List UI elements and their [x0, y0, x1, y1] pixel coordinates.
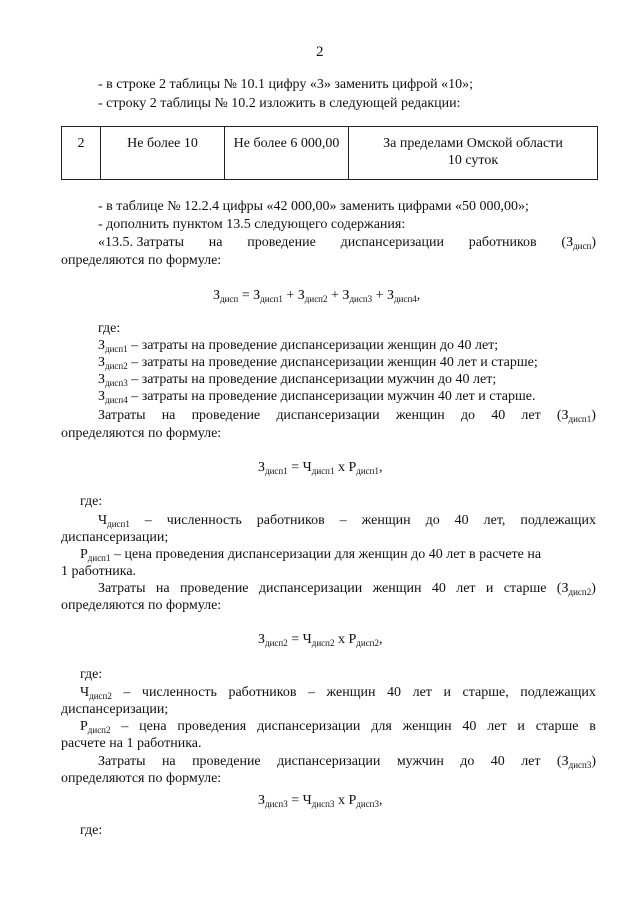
table-row	[62, 127, 598, 180]
formula-main: $З_{дисп} = З_{дисп1} + З_{дисп2} + З_{дисп3} + З_{дисп4}$,	[213, 288, 421, 304]
block2-def2-line-1: $Р_{дисп2}$ – цена проведения диспансеризации для женщин 40 лет и старше в	[80, 719, 596, 735]
word: $(З_{дисп})$	[561, 235, 596, 251]
where-label: где:	[98, 321, 121, 336]
instruction-line-2: - строку 2 таблицы № 10.2 изложить в следующей редакции:	[98, 96, 461, 111]
para-13-5-line-2: определяются по формуле:	[61, 253, 222, 268]
word: «13.5. Затраты	[98, 235, 185, 250]
block1-def1-line-1: $Ч_{дисп1}$ – численность работников – женщин до 40 лет, подлежащих	[98, 513, 596, 529]
block2-def2-line-2: расчете на 1 работника.	[61, 736, 202, 751]
definition-line: $З_{дисп2}$ – затраты на проведение диспансеризации женщин 40 лет и старше;	[98, 355, 538, 371]
block1-line-2: определяются по формуле:	[61, 426, 222, 441]
block1-def2-line-2: 1 работника.	[61, 564, 137, 579]
instruction-line-4: - дополнить пунктом 13.5 следующего содержания:	[98, 217, 406, 232]
para-13-5-line-1	[98, 234, 596, 251]
formula-3: $З_{дисп3} = Ч_{дисп3}$ х $Р_{дисп3}$,	[258, 793, 383, 809]
page-number: 2	[316, 44, 324, 60]
table-cell-count: Не более 10	[101, 127, 225, 180]
table-cell-amount: Не более 6 000,00	[225, 127, 349, 180]
block1-line-1: Затраты на проведение диспансеризации женщин до 40 лет $(З_{дисп1})$	[98, 408, 596, 424]
table-cell-number: 2	[62, 127, 101, 180]
definition-line: $З_{дисп4}$ – затраты на проведение диспансеризации мужчин 40 лет и старше.	[98, 389, 536, 405]
instruction-line-1: - в строке 2 таблицы № 10.1 цифру «3» заменить цифрой «10»;	[98, 77, 474, 92]
block3-line-2: определяются по формуле:	[61, 771, 222, 786]
where-label: где:	[80, 494, 103, 509]
word: диспансеризации	[340, 235, 444, 250]
where-label: где:	[80, 823, 103, 838]
formula-2: $З_{дисп2} = Ч_{дисп2}$ х $Р_{дисп2}$,	[258, 632, 383, 648]
block3-line-1: Затраты на проведение диспансеризации мужчин до 40 лет $(З_{дисп3})$	[98, 754, 596, 770]
table-cell-location	[349, 127, 598, 180]
where-label: где:	[80, 667, 103, 682]
instruction-line-3: - в таблице № 12.2.4 цифры «42 000,00» заменить цифрами «50 000,00»;	[98, 199, 529, 214]
formula-1: $З_{дисп1} = Ч_{дисп1}$ х $Р_{дисп1}$,	[258, 460, 383, 476]
word: проведение	[247, 235, 316, 250]
block2-line-1: Затраты на проведение диспансеризации женщин 40 лет и старше $(З_{дисп2})$	[98, 581, 596, 597]
definition-line: $З_{дисп1}$ – затраты на проведение диспансеризации женщин до 40 лет;	[98, 338, 499, 354]
replacement-table	[61, 126, 598, 180]
block1-def2-line-1: $Р_{дисп1}$ – цена проведения диспансеризации для женщин до 40 лет в расчете на	[80, 547, 542, 563]
location-line-2: 10 суток	[447, 153, 499, 168]
block1-def1-line-2: диспансеризации;	[61, 530, 169, 545]
definition-line: $З_{дисп3}$ – затраты на проведение диспансеризации мужчин до 40 лет;	[98, 372, 497, 388]
location-line-1: За пределами Омской области	[383, 136, 563, 151]
block2-line-2: определяются по формуле:	[61, 598, 222, 613]
word: на	[208, 235, 223, 250]
block2-def1-line-2: диспансеризации;	[61, 702, 169, 717]
block2-def1-line-1: $Ч_{дисп2}$ – численность работников – женщин 40 лет и старше, подлежащих	[80, 685, 596, 701]
word: работников	[468, 235, 537, 250]
